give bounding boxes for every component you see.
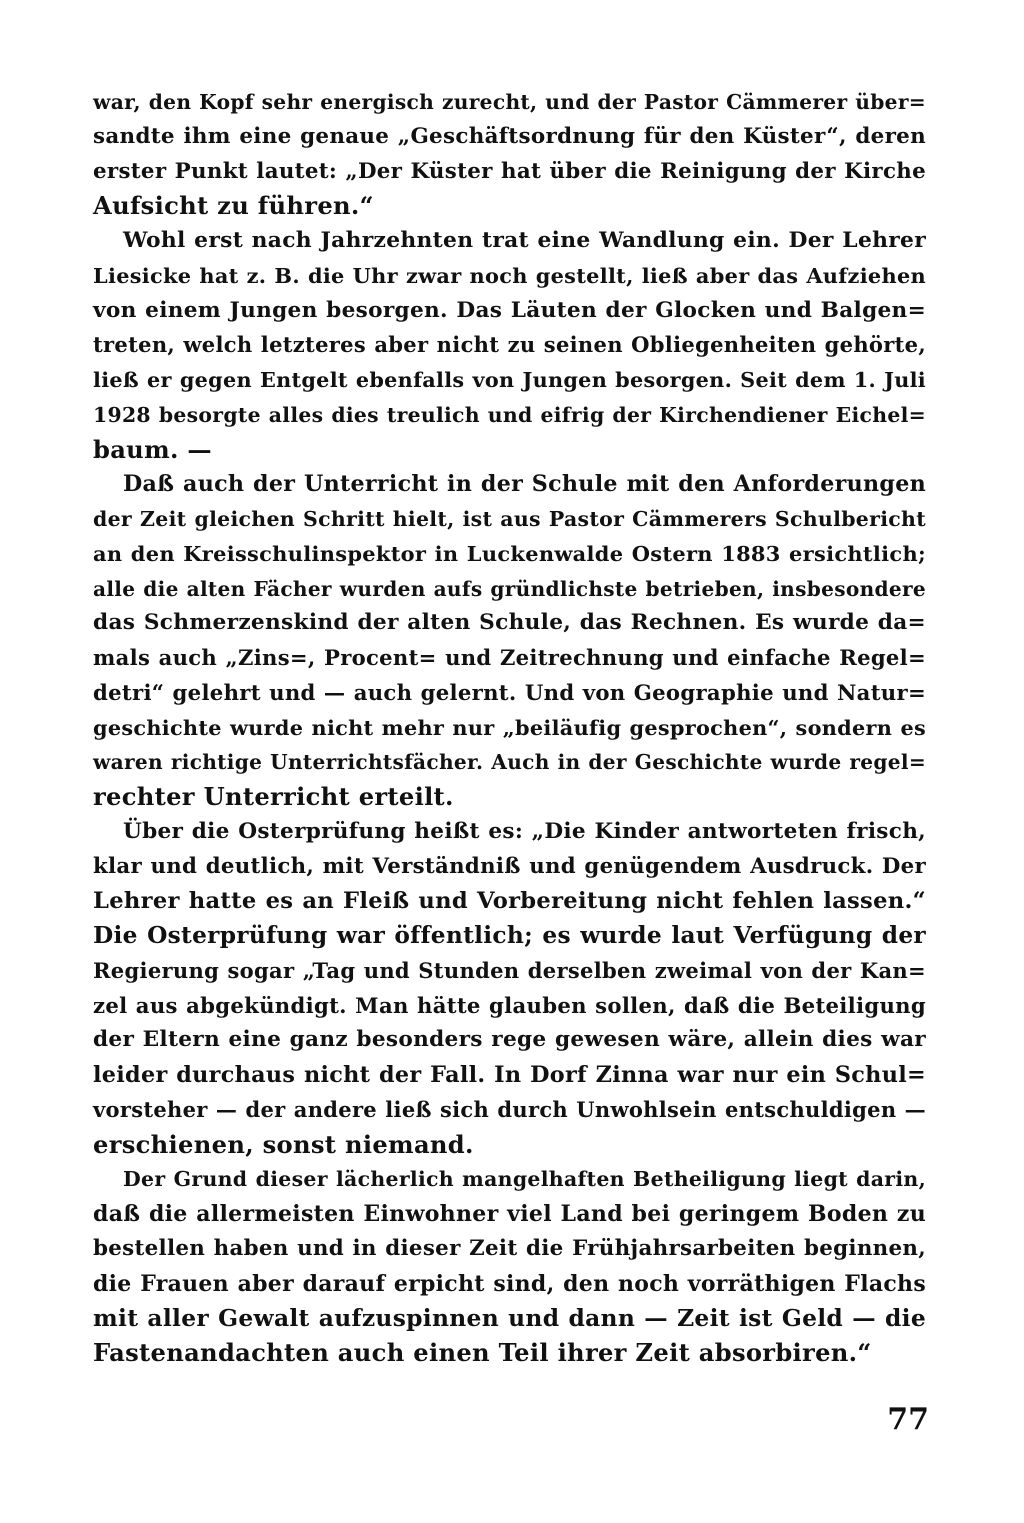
text-line: bestellen haben und in dieser Zeit die Frühjahrsarbeiten beginnen, <box>93 1235 926 1261</box>
page-number: 77 <box>887 1402 929 1437</box>
text-line: baum. — <box>93 434 212 464</box>
paragraph <box>93 224 926 467</box>
text-line: mit aller Gewalt aufzuspinnen und dann — Zeit ist Geld — die <box>93 1304 926 1333</box>
text-line: an den Kreisschulinspektor in Luckenwalde Ostern 1883 ersichtlich; <box>93 540 926 566</box>
text-line: detri“ gelehrt und — auch gelernt. Und von Geographie und Natur= <box>93 679 926 705</box>
text-line: Über die Osterprüfung heißt es: „Die Kinder antworteten frisch, <box>123 818 926 844</box>
text-line: 1928 besorgte alles dies treulich und eifrig der Kirchendiener Eichel= <box>93 402 926 427</box>
paragraph <box>93 467 926 815</box>
paragraph <box>93 815 926 1163</box>
text-line: Lehrer hatte es an Fleiß und Vorbereitung nicht fehlen lassen.“ <box>93 888 926 915</box>
text-line: treten, welch letzteres aber nicht zu seinen Obliegenheiten gehörte, <box>93 332 926 358</box>
text-line: waren richtige Unterrichtsfächer. Auch in der Geschichte wurde regel= <box>93 750 926 775</box>
text-line: von einem Jungen besorgen. Das Läuten der Glocken und Balgen= <box>93 297 926 323</box>
text-line: war, den Kopf sehr energisch zurecht, und der Pastor Cämmerer über= <box>93 90 926 114</box>
paragraph <box>93 1162 926 1371</box>
text-line: Daß auch der Unterricht in der Schule mit den Anforderungen <box>123 471 926 498</box>
text-line: vorsteher — der andere ließ sich durch Unwohlsein entschuldigen — <box>93 1096 926 1122</box>
text-line: mals auch „Zins=, Procent= und Zeitrechnung und einfache Regel= <box>93 645 926 670</box>
text-line: sandte ihm eine genaue „Geschäftsordnung für den Küster“, deren <box>93 123 926 149</box>
text-line: Regierung sogar „Tag und Stunden derselben zweimal von der Kan= <box>93 957 926 983</box>
text-line: alle die alten Fächer wurden aufs gründlichste betrieben, insbesondere <box>93 576 926 601</box>
text-line: Wohl erst nach Jahrzehnten trat eine Wandlung ein. Der Lehrer <box>123 228 926 253</box>
text-line: geschichte wurde nicht mehr nur „beiläufig gesprochen“, sondern es <box>93 714 926 740</box>
text-line: erster Punkt lautet: „Der Küster hat über die Reinigung der Kirche <box>93 158 926 184</box>
text-line: Liesicke hat z. B. die Uhr zwar noch gestellt, ließ aber das Aufziehen <box>93 262 926 288</box>
text-line: klar und deutlich, mit Verständniß und genügendem Ausdruck. Der <box>93 853 926 879</box>
text-line: der Eltern eine ganz besonders rege gewesen wäre, allein dies war <box>93 1027 926 1053</box>
text-line: rechter Unterricht erteilt. <box>93 782 454 811</box>
text-line: die Frauen aber darauf erpicht sind, den noch vorräthigen Flachs <box>93 1270 926 1297</box>
text-line: daß die allermeisten Einwohner viel Land bei geringem Boden zu <box>93 1201 926 1227</box>
text-line: zel aus abgekündigt. Man hätte glauben sollen, daß die Beteiligung <box>93 992 926 1018</box>
text-line: ließ er gegen Entgelt ebenfalls von Jungen besorgen. Seit dem 1. Juli <box>93 367 926 392</box>
text-line: der Zeit gleichen Schritt hielt, ist aus Pastor Cämmerers Schulbericht <box>93 507 926 531</box>
text-line: das Schmerzenskind der alten Schule, das Rechnen. Es wurde da= <box>93 610 926 636</box>
paragraph <box>93 85 926 224</box>
text-line: Die Osterprüfung war öffentlich; es wurde laut Verfügung der <box>93 922 926 949</box>
text-line: leider durchaus nicht der Fall. In Dorf Zinna war nur ein Schul= <box>93 1062 926 1088</box>
text-line: Der Grund dieser lächerlich mangelhaften Betheiligung liegt darin, <box>123 1167 926 1192</box>
text-line: erschienen, sonst niemand. <box>93 1129 474 1159</box>
body-text <box>93 85 926 1371</box>
text-line: Aufsicht zu führen.“ <box>93 191 374 221</box>
text-line: Fastenandachten auch einen Teil ihrer Zeit absorbiren.“ <box>93 1338 872 1367</box>
